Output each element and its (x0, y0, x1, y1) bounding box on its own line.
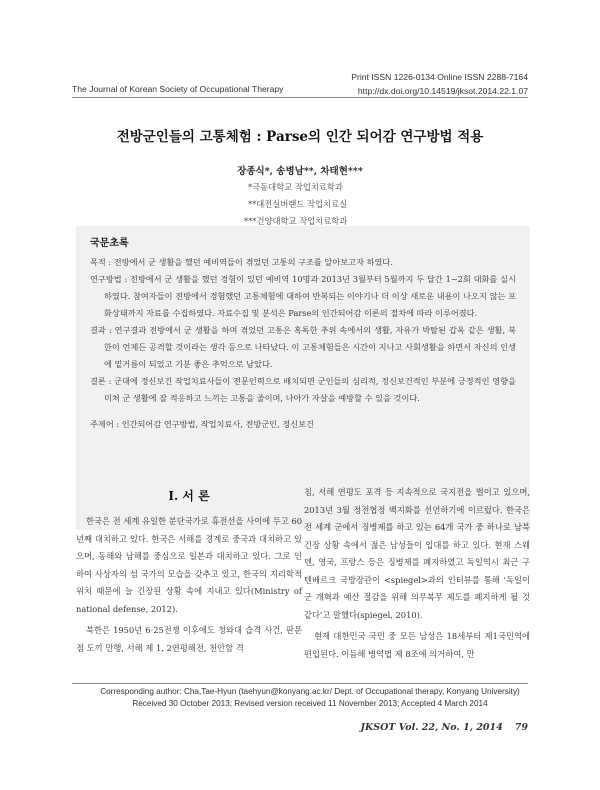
body-paragraph: 현재 대한민국 국민 중 모든 남성은 18세부터 제1국민역에 편입된다. 이듬해 병역법 제 8조에 의거하여, 만 (304, 631, 530, 659)
affiliation-3: ***건양대학교 작업치료학과 (244, 216, 348, 226)
journal-name: The Journal of Korean Society of Occupational Therapy (72, 84, 284, 94)
issn: Print ISSN 1226-0134 Online ISSN 2288-7164 (351, 72, 528, 82)
doi: http://dx.doi.org/10.14519/jksot.2014.22.1.07 (357, 86, 528, 96)
received-dates: Received 30 October 2013; Revised version received 11 November 2013; Accepted 4 March 2014 (132, 698, 488, 708)
method-label: 연구방법 : (90, 274, 131, 284)
issn-doi-block (351, 70, 528, 98)
body-paragraph: 북한은 1950년 6·25전쟁 이후에도 청와대 습격 사건, 판문점 도끼 만행, 서해 제 1, 2연평해전, 천안함 격 (76, 625, 302, 653)
keywords-text: 인간되어감 연구방법, 작업치료사, 전방군인, 정신보건 (121, 419, 314, 429)
result-text: 연구결과 전방에서 군 생활을 하며 겪었던 고통은 혹독한 추위 속에서의 생활, 자유가 박탈된 갑옥 같은 생활, 북한이 언제든 공격할 것이라는 생각 등으로 나타났다. 이 고통체험들은 시간이 지나고 사회생활을 하면서 자신의 인생에 밑거름이 되었고 기분 좋은 추억으로 남았다. (104, 325, 516, 369)
abstract-heading: 국문초록 (90, 238, 129, 249)
journal-footer (360, 722, 528, 733)
footnote-divider (72, 683, 528, 684)
body-paragraph: 침, 서해 연평도 포격 등 지속적으로 국지전을 벌이고 있으며, 2013년 3월 정전협정 백지화를 선언하기에 이르렀다. 한국은 전 세계 군에서 징병제를 하고 있는 64개 국가 중 하나로 남북 긴장 상황 속에서 젊은 남성들이 입대를 하고 있다. 현재 스웨덴, 영국, 프랑스 등은 징병제를 폐지하였고 독일역시 최근 구텐베르크 국방장관이 <spiegel>과의 인터뷰를 통해 '독일이 군 개혁과 예산 절감을 위해 의무복무 제도를 폐지하게 될 것 같다'고 말했다(spiegel, 2010). (304, 487, 530, 620)
abstract-result (90, 322, 516, 373)
authors: 장종식*, 송병남**, 차태현*** (237, 166, 363, 177)
body-paragraph: 한국은 전 세계 유일한 분단국가로 휴전선을 사이에 두고 60년째 대치하고 있다. 한국은 서해를 경계로 중국과 대치하고 있으며, 동해와 남해를 중심으로 일본과 대치하고 있다. 그로 인하여 사상자의 섬 국가의 모습을 갖추고 있고, 한국의 지리학적 위치 때문에 늘 긴장된 상황 속에 지내고 있다(Ministry of national defense, 2012). (76, 516, 302, 614)
abstract-method (90, 271, 516, 322)
paper-title: 전방군인들의 고통체험 : Parse의 인간 되어감 연구방법 적용 (116, 129, 484, 145)
right-column (304, 484, 530, 667)
keywords-label: 주제어 : (90, 419, 122, 429)
left-column (76, 488, 302, 661)
page-number: 79 (514, 722, 528, 733)
result-label: 결과 : (90, 325, 115, 335)
keywords (90, 419, 516, 430)
affiliation-1: *극동대학교 작업치료학과 (248, 182, 343, 192)
abstract-conclusion (90, 373, 516, 407)
section-heading-introduction: I. 서 론 (168, 489, 210, 503)
conclusion-label: 결론 : (90, 376, 115, 386)
purpose-label: 목적 : (90, 257, 114, 267)
journal-issue: JKSOT Vol. 22, No. 1, 2014 (360, 722, 503, 733)
conclusion-text: 군대에 정신보건 작업치료사들이 전문인력으로 배치되면 군인들의 심리적, 정신보건적인 부분에 긍정적인 영향을 미쳐 군 생활에 잘 적응하고 느끼는 고통을 줄이며, 나아가 자살을 예방할 수 있을 것이다. (104, 376, 516, 403)
footnotes (90, 686, 530, 709)
abstract-purpose (90, 254, 516, 271)
affiliation-2: **대전실버랜드 작업치료실 (248, 199, 348, 209)
method-text: 전방에서 군 생활을 했던 경험이 있던 예비역 10명과 2013년 3월부터 5월까지 두 달간 1~2회 대화를 실시하였다. 참여자들이 전방에서 경험했던 고통체험에 대하여 반복되는 이야기나 더 이상 새로운 내용이 나오지 않는 포화상태까지 자료를 수집하였다. 자료수집 및 분석은 Parse의 인간되어감 이론의 절차에 따라 이루어졌다. (104, 274, 516, 318)
corresponding-author: Corresponding author: Cha,Tae-Hyun (taehyun@konyang.ac.kr/ Dept. of Occupational therapy, Konyang University) (100, 687, 520, 696)
purpose-text: 전방에서 군 생활을 했던 예비역들이 겪었던 고통의 구조를 알아보고자 하였다. (113, 257, 393, 267)
header-divider (72, 97, 528, 98)
